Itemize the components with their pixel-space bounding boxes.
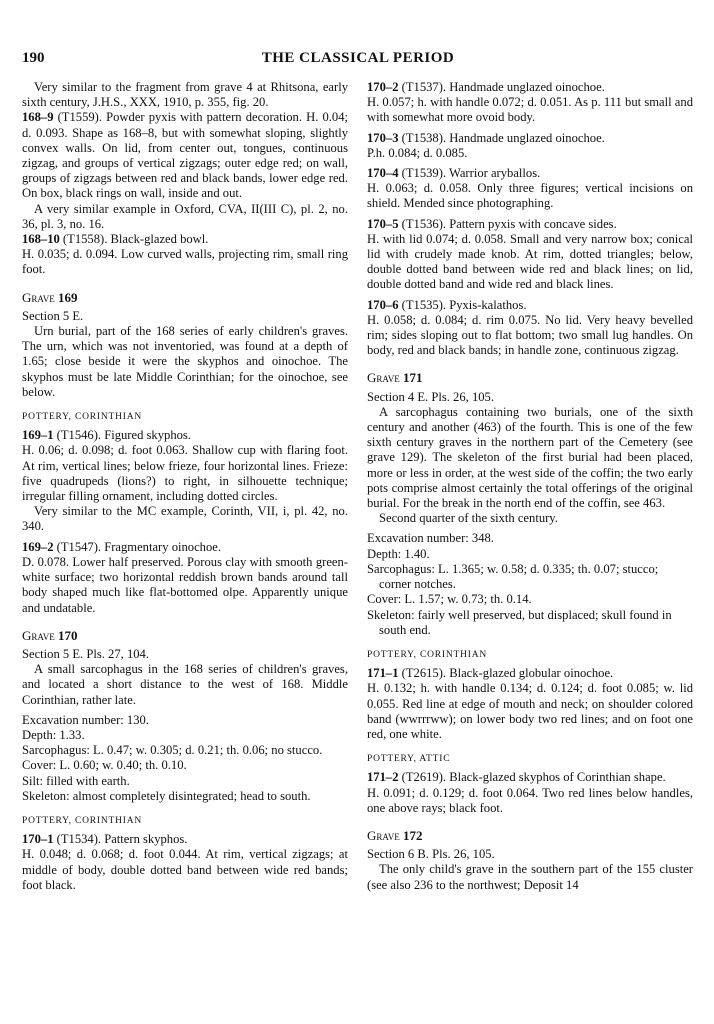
catalog-entry-169-1 (22, 428, 348, 443)
page-number: 190 (22, 50, 45, 66)
skeleton: Skeleton: almost completely disintegrated; head to south. (22, 788, 311, 803)
entry-number: 168–9 (22, 110, 54, 125)
entry-number: 170–3 (367, 130, 399, 145)
entry-text: (T1535). Pyxis-kalathos. (398, 297, 527, 312)
entry-description: H. 0.091; d. 0.129; d. foot 0.064. Two red lines below handles, one above rays; black foot. (367, 785, 693, 815)
entry-number: 168–10 (22, 232, 60, 247)
entry-text: (T1534). Pattern skyphos. (53, 832, 188, 847)
section-line: Section 6 B. Pls. 26, 105. (367, 847, 495, 862)
entry-text: (T1559). Powder pyxis with pattern decoration. H. 0.04; d. 0.093. Shape as 168–8, but with somewhat sloping, slightly convex walls. On lid, from center out, tongues, continuous zigzag, and groups of vertical zigzags; outer edge red; on wall, groups of zigzags between red and black bands, lower edge red. On box, black rings on wall, inside and out. (22, 110, 348, 201)
entry-description: H. 0.058; d. 0.084; d. rim 0.075. No lid. Very heavy bevelled rim; sides sloping out to flat bottom; two small lug handles. On body, red and black bands; in handle zone, continuous zigzag. (367, 312, 693, 358)
catalog-entry-170-4 (367, 166, 693, 181)
page-header (22, 50, 694, 74)
depth: Depth: 1.40. (367, 546, 430, 561)
paragraph: A very similar example in Oxford, CVA, II(III C), pl. 2, no. 36, pl. 3, no. 16. (22, 201, 348, 231)
excavation-number: Excavation number: 130. (22, 712, 149, 727)
entry-number: 169–1 (22, 428, 54, 443)
entry-text: (T1546). Figured skyphos. (53, 428, 191, 443)
entry-number: 171–2 (367, 770, 399, 785)
catalog-entry-170-5 (367, 217, 693, 232)
grave-heading-170 (22, 628, 348, 643)
cover-dimensions: Cover: L. 1.57; w. 0.73; th. 0.14. (367, 592, 532, 607)
entry-description: H. 0.06; d. 0.098; d. foot 0.063. Shallow cup with flaring foot. At rim, vertical lines; below frieze, four horizontal lines. Frieze: five quadrupeds (lions?) to right, in silhouette technique; irregular filling ornament, including dotted circles. (22, 443, 348, 504)
grave-label: Grave (22, 289, 55, 305)
entry-description: D. 0.078. Lower half preserved. Porous clay with smooth green-white surface; two horizontal reddish brown bands around tall body shaped much like flat-bottomed olpe. Apparently unique and undatable. (22, 554, 348, 615)
entry-number: 171–1 (367, 666, 399, 681)
pottery-subheading: POTTERY, CORINTHIAN (22, 815, 143, 826)
entry-number: 170–2 (367, 80, 399, 94)
catalog-entry-170-6 (367, 298, 693, 313)
grave-heading-171 (367, 370, 693, 385)
section-line: Section 5 E. (22, 308, 84, 323)
paragraph: Urn burial, part of the 168 series of early children's graves. The urn, which was not inventoried, was found at a depth of 1.65; close beside it were the skyphos and oinochoe. The skyphos must be late Middle Corinthian; for the oinochoe, see below. (22, 324, 348, 399)
right-column (367, 80, 693, 893)
running-title: THE CLASSICAL PERIOD (261, 50, 455, 66)
entry-text: (T1539). Warrior aryballos. (398, 166, 541, 181)
silt: Silt: filled with earth. (22, 773, 130, 788)
entry-number: 170–6 (367, 297, 399, 312)
entry-description: P.h. 0.084; d. 0.085. (367, 145, 468, 160)
catalog-entry-170-1 (22, 832, 348, 847)
paragraph: Very similar to the MC example, Corinth, VII, i, pl. 42, no. 340. (22, 504, 348, 534)
grave-heading-169 (22, 290, 348, 305)
catalog-entry-170-2 (367, 80, 693, 95)
date-line: Second quarter of the sixth century. (379, 511, 558, 526)
catalog-entry-171-2 (367, 770, 693, 785)
pottery-subheading: POTTERY, CORINTHIAN (367, 649, 488, 660)
pottery-subheading: POTTERY, ATTIC (367, 754, 451, 765)
sarcophagus-dimensions: Sarcophagus: L. 1.365; w. 0.58; d. 0.335; th. 0.07; stucco; corner notches. (367, 561, 659, 592)
skeleton: Skeleton: fairly well preserved, but displaced; skull found in south end. (367, 607, 672, 637)
grave-number: 171 (402, 370, 423, 386)
paragraph: A sarcophagus containing two burials, one of the sixth century and another (463) of the fourth. This is one of the few sixth century graves in the northern part of the Cemetery (see grave 129). The skeleton of the first burial had been placed, more or less in order, at the west side of the coffin; the two early pots comprise almost certainly the total offerings of the original burial. For the break in the north end of the coffin, see 463. (367, 404, 693, 511)
entry-text: (T1558). Black-glazed bowl. (59, 232, 209, 247)
grave-label: Grave (367, 370, 400, 386)
entry-text: (T1547). Fragmentary oinochoe. (53, 539, 222, 554)
entry-number: 170–4 (367, 166, 399, 181)
section-line: Section 4 E. Pls. 26, 105. (367, 389, 494, 404)
grave-number: 170 (57, 627, 78, 643)
sarcophagus-dimensions: Sarcophagus: L. 0.47; w. 0.305; d. 0.21; th. 0.06; no stucco. (22, 743, 323, 758)
grave-number: 172 (402, 827, 423, 843)
grave-heading-172 (367, 828, 693, 843)
catalog-entry-170-3 (367, 131, 693, 146)
entry-description: H. 0.132; h. with handle 0.134; d. 0.124; d. foot 0.085; w. lid 0.055. Red line at edge of mouth and neck; on shoulder colored band (wwrrrww); on lower body two red lines; and on foot one red, one white. (367, 681, 693, 741)
entry-number: 170–5 (367, 216, 399, 231)
entry-text: (T2615). Black-glazed globular oinochoe. (398, 666, 614, 681)
section-line: Section 5 E. Pls. 27, 104. (22, 646, 149, 661)
grave-label: Grave (367, 827, 400, 843)
left-column (22, 80, 348, 893)
entry-text: (T1536). Pattern pyxis with concave sides. (398, 216, 617, 231)
depth: Depth: 1.33. (22, 727, 85, 742)
entry-description: H. 0.048; d. 0.068; d. foot 0.044. At rim, vertical zigzags; at middle of body, double dotted band between wide red bands; foot black. (22, 847, 348, 892)
entry-text: (T2619). Black-glazed skyphos of Corinthian shape. (398, 770, 666, 785)
entry-text: (T1538). Handmade unglazed oinochoe. (398, 130, 605, 145)
entry-number: 170–1 (22, 832, 54, 847)
entry-description: H. with lid 0.074; d. 0.058. Small and very narrow box; conical lid with crudely made knob. At rim, dotted triangles; below, double dotted band between wide red and black lines; on lid, double dotted band and wide red and black lines. (367, 231, 693, 292)
cover-dimensions: Cover: L. 0.60; w. 0.40; th. 0.10. (22, 758, 187, 773)
pottery-subheading: POTTERY, CORINTHIAN (22, 412, 143, 423)
paragraph: A small sarcophagus in the 168 series of children's graves, and located a short distance to the west of 168. Middle Corinthian, rather late. (22, 662, 348, 707)
paragraph: The only child's grave in the southern part of the 155 cluster (see also 236 to the northwest; Deposit 14 (367, 862, 693, 892)
paragraph: Very similar to the fragment from grave 4 at Rhitsona, early sixth century, J.H.S., XXX, 1910, p. 355, fig. 20. (22, 80, 348, 110)
entry-description: H. 0.063; d. 0.058. Only three figures; vertical incisions on shield. Mended since photographing. (367, 181, 693, 211)
catalog-entry-168-9 (22, 110, 348, 201)
catalog-entry-169-2 (22, 540, 348, 555)
grave-number: 169 (57, 289, 78, 305)
entry-description: H. 0.057; h. with handle 0.072; d. 0.051. As p. 111 but small and with somewhat more ovoid body. (367, 95, 693, 125)
entry-description: H. 0.035; d. 0.094. Low curved walls, projecting rim, small ring foot. (22, 247, 348, 277)
entry-text: (T1537). Handmade unglazed oinochoe. (398, 80, 605, 94)
entry-number: 169–2 (22, 539, 54, 554)
excavation-number: Excavation number: 348. (367, 531, 494, 546)
catalog-entry-171-1 (367, 666, 693, 681)
grave-label: Grave (22, 627, 55, 643)
catalog-entry-168-10 (22, 232, 348, 247)
